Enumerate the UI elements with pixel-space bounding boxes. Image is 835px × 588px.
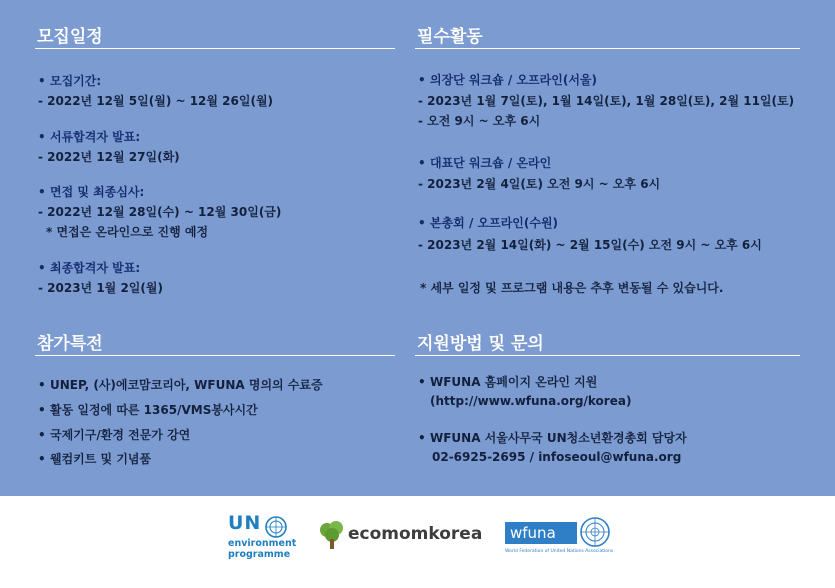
activity-item-3-head: • 본총회 / 오프라인(수원) (420, 214, 558, 231)
un-emblem-icon (579, 516, 611, 548)
benefit-item: • UNEP, (사)에코맘코리아, WFUNA 명의의 수료증 (40, 376, 323, 393)
schedule-item-3-line: - 2022년 12월 28일(수) ~ 12월 30일(금) (38, 205, 282, 219)
activity-item-2-head: • 대표단 워크숍 / 온라인 (420, 154, 551, 171)
ecomomkorea-logo (318, 518, 483, 554)
activities-title: 필수활동 (417, 27, 483, 47)
schedule-divider (35, 48, 395, 49)
activities-divider (415, 48, 800, 49)
wfuna-text: wfuna (510, 524, 556, 542)
unep-line1: environment (228, 538, 297, 549)
schedule-item-1-line: - 2022년 12월 5일(월) ~ 12월 26일(월) (38, 94, 274, 108)
apply-title: 지원방법 및 문의 (417, 334, 544, 354)
schedule-change-note: * 세부 일정 및 프로그램 내용은 추후 변동될 수 있습니다. (420, 281, 724, 295)
schedule-item-4-line: - 2023년 1월 2일(월) (38, 281, 163, 295)
schedule-item-2-line: - 2022년 12월 27일(화) (38, 150, 180, 164)
activity-item-1-line: - 2023년 1월 7일(토), 1월 14일(토), 1월 28일(토), 2월 11일(토) (418, 94, 795, 108)
benefits-title: 참가특전 (37, 334, 103, 354)
benefit-item: • 국제기구/환경 전문가 강연 (40, 426, 190, 443)
apply-contact-info: 02-6925-2695 / infoseoul@wfuna.org (432, 450, 682, 464)
unep-un-text: UN (228, 512, 262, 534)
apply-website-link[interactable]: (http://www.wfuna.org/korea) (430, 394, 632, 408)
apply-item-2-head: • WFUNA 서울사무국 UN청소년환경총회 담당자 (420, 429, 687, 446)
activity-item-2-line: - 2023년 2월 4일(토) 오전 9시 ~ 오후 6시 (418, 177, 661, 191)
unep-logo (228, 512, 298, 568)
activity-item-1-head: • 의장단 워크숍 / 오프라인(서울) (420, 71, 597, 88)
unep-line2: programme (228, 549, 291, 560)
benefits-divider (35, 355, 395, 356)
tree-icon (318, 520, 346, 550)
un-emblem-icon (264, 515, 288, 539)
schedule-item-4-head: • 최종합격자 발표: (40, 259, 140, 276)
schedule-item-1-head: • 모집기간: (40, 72, 101, 89)
apply-divider (415, 355, 800, 356)
apply-item-1-head: • WFUNA 홈페이지 온라인 지원 (420, 373, 597, 390)
schedule-item-3-head: • 면접 및 최종심사: (40, 183, 144, 200)
schedule-title: 모집일정 (37, 27, 103, 47)
benefit-item: • 활동 일정에 따른 1365/VMS봉사시간 (40, 401, 258, 418)
schedule-item-2-head: • 서류합격자 발표: (40, 128, 140, 145)
activity-item-3-line: - 2023년 2월 14일(화) ~ 2월 15일(수) 오전 9시 ~ 오후 6시 (418, 238, 762, 252)
footer-logos (0, 496, 835, 588)
schedule-item-3-note: * 면접은 온라인으로 진행 예정 (46, 225, 209, 239)
wfuna-logo (505, 516, 615, 560)
ecomom-text: ecomomkorea (348, 524, 483, 544)
benefit-item: • 웰컴키트 및 기념품 (40, 450, 151, 467)
wfuna-subtitle: World Federation of United Nations Associations (505, 549, 614, 554)
activity-item-1-time: - 오전 9시 ~ 오후 6시 (418, 114, 541, 128)
wfuna-text-box (505, 522, 577, 544)
